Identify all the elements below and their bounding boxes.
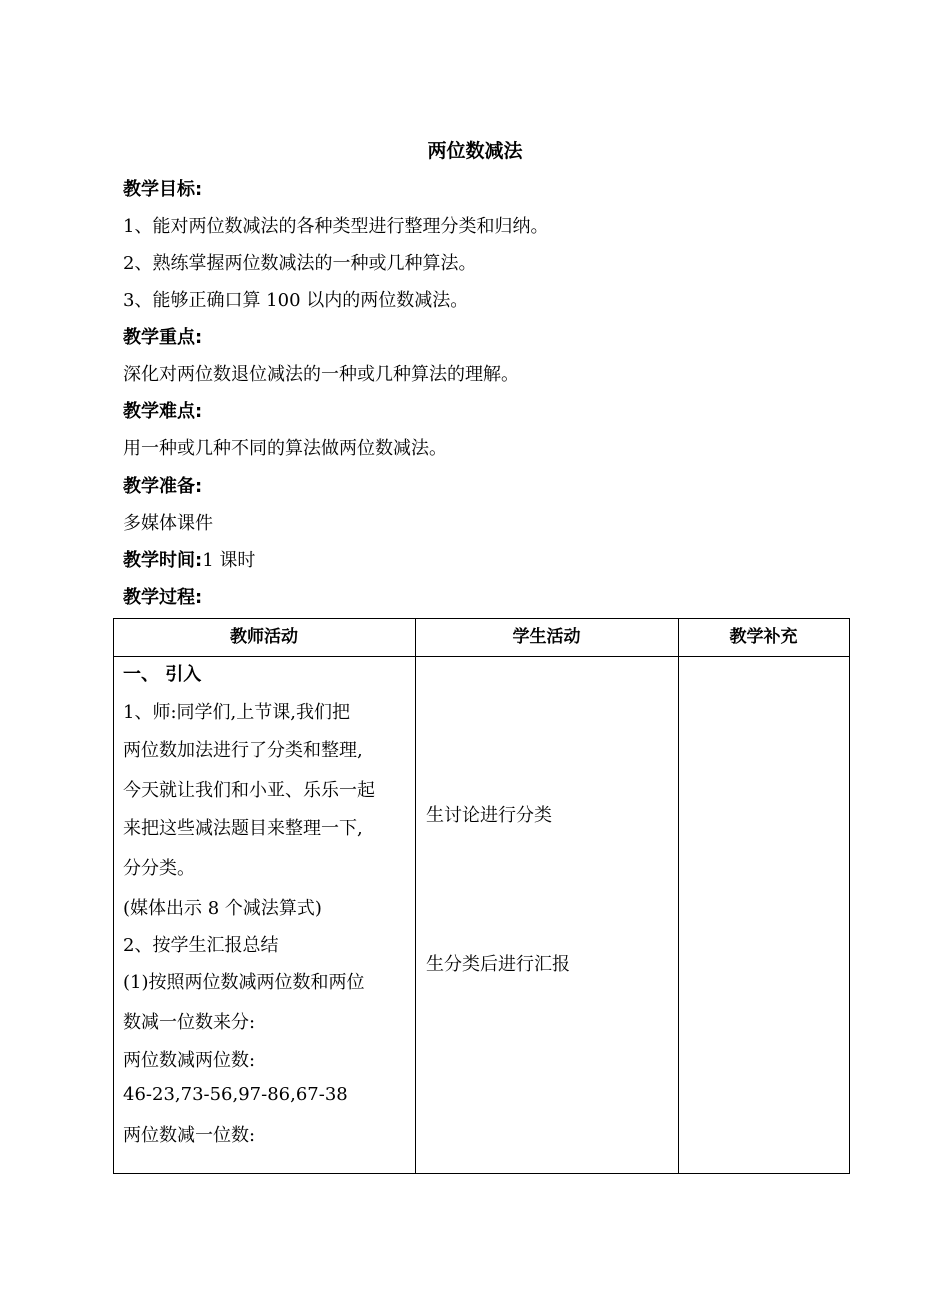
time-row <box>123 546 255 572</box>
process-heading: 教学过程: <box>123 587 203 608</box>
time-value: 1 课时 <box>202 550 256 571</box>
page-title: 两位数减法 <box>427 140 523 162</box>
teacher-line-0: 一、 引入 <box>123 664 202 685</box>
student-line-0: 生讨论进行分类 <box>426 805 552 826</box>
goals-heading: 教学目标: <box>123 179 203 200</box>
teacher-line-9: 数减一位数来分: <box>123 1012 256 1033</box>
difficulty-heading: 教学难点: <box>123 401 203 422</box>
teacher-line-3: 今天就让我们和小亚、乐乐一起 <box>123 780 375 801</box>
teacher-line-4: 来把这些减法题目来整理一下, <box>123 818 363 839</box>
teacher-line-11: 46-23,73-56,97-86,67-38 <box>123 1084 348 1105</box>
goal-2: 2、熟练掌握两位数减法的一种或几种算法。 <box>123 253 477 274</box>
header-teaching-supplement: 教学补充 <box>729 627 798 647</box>
table-border-top <box>113 618 850 619</box>
goal-3: 3、能够正确口算 100 以内的两位数减法。 <box>123 290 469 311</box>
difficulty-text: 用一种或几种不同的算法做两位数减法。 <box>123 438 447 459</box>
prep-heading: 教学准备: <box>123 476 203 497</box>
table-border-left <box>113 618 114 1174</box>
teacher-line-1: 1、师:同学们,上节课,我们把 <box>123 702 350 723</box>
header-teacher-activity: 教师活动 <box>230 627 298 647</box>
teacher-line-7: 2、按学生汇报总结 <box>123 935 279 956</box>
key-heading: 教学重点: <box>123 327 203 348</box>
key-text: 深化对两位数退位减法的一种或几种算法的理解。 <box>123 364 519 385</box>
teacher-line-6: (媒体出示 8 个减法算式) <box>123 898 322 919</box>
student-line-1: 生分类后进行汇报 <box>426 954 570 975</box>
time-heading: 教学时间: <box>123 550 203 571</box>
table-col-divider-2 <box>678 618 679 1174</box>
table-border-bottom <box>113 1173 850 1174</box>
teacher-line-10: 两位数减两位数: <box>123 1050 256 1071</box>
teacher-line-12: 两位数减一位数: <box>123 1125 256 1146</box>
teacher-line-8: (1)按照两位数减两位数和两位 <box>123 972 365 993</box>
lesson-table <box>113 618 850 1174</box>
header-student-activity: 学生活动 <box>512 627 581 647</box>
table-col-divider-1 <box>415 618 416 1174</box>
table-header-divider <box>113 656 850 657</box>
teacher-line-5: 分分类。 <box>123 858 195 879</box>
goal-1: 1、能对两位数减法的各种类型进行整理分类和归纳。 <box>123 216 549 237</box>
prep-text: 多媒体课件 <box>123 513 213 534</box>
teacher-line-2: 两位数加法进行了分类和整理, <box>123 740 363 761</box>
table-border-right <box>849 618 850 1174</box>
